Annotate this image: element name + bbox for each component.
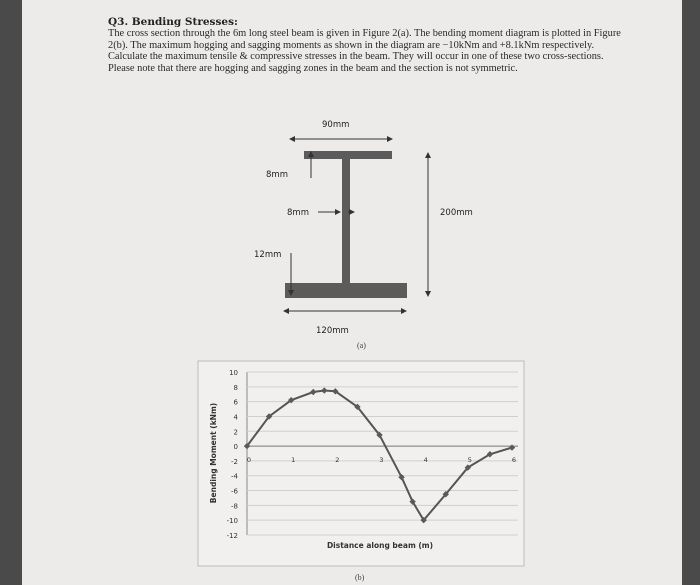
label-90mm: 90mm — [322, 120, 350, 130]
label-8mm-web: 8mm — [287, 208, 309, 218]
x-tick-label: 6 — [511, 456, 517, 465]
y-tick-label: -10 — [226, 517, 238, 526]
y-tick-label: 10 — [229, 369, 238, 377]
x-tick-label: 1 — [291, 456, 296, 465]
y-tick-label: -4 — [231, 472, 238, 481]
x-tick-label: 2 — [335, 456, 340, 465]
x-tick-label: 5 — [467, 456, 472, 465]
label-8mm-flange: 8mm — [266, 170, 288, 180]
x-tick-label: 4 — [423, 456, 428, 465]
question-title: Q3. Bending Stresses: — [108, 16, 238, 28]
y-tick-label: 8 — [233, 383, 238, 392]
y-tick-label: -8 — [231, 502, 238, 511]
y-tick-label: 6 — [233, 398, 238, 407]
caption-b: (b) — [355, 573, 365, 582]
chart-ylabel: Bending Moment (kNm) — [209, 402, 218, 504]
label-120mm: 120mm — [316, 326, 349, 336]
y-tick-label: 2 — [233, 428, 238, 437]
x-tick-label: 0 — [246, 456, 252, 465]
x-tick-label: 3 — [379, 456, 384, 465]
label-12mm: 12mm — [254, 250, 282, 260]
caption-a: (a) — [357, 341, 366, 350]
question-text: The cross section through the 6m long steel beam is given in Figure 2(a). The bending moment diagram is plotted in Figure 2(b). The maximum hogging and sagging moments as shown in the diagram are −10kNm and +8.1kNm respectively. Calculate the maximum tensile & compressive stresses in the beam. They will occur in one of these two cross-sections. Please note that there are hogging and sagging zones in the beam and the section is not symmetric. — [108, 28, 621, 74]
y-tick-label: 0 — [233, 443, 238, 452]
y-tick-label: -12 — [226, 532, 238, 540]
y-tick-label: -6 — [231, 487, 238, 496]
y-tick-label: -2 — [231, 457, 238, 466]
chart-xlabel: Distance along beam (m) — [326, 541, 434, 550]
label-200mm: 200mm — [440, 208, 473, 218]
y-tick-label: 4 — [233, 413, 238, 422]
